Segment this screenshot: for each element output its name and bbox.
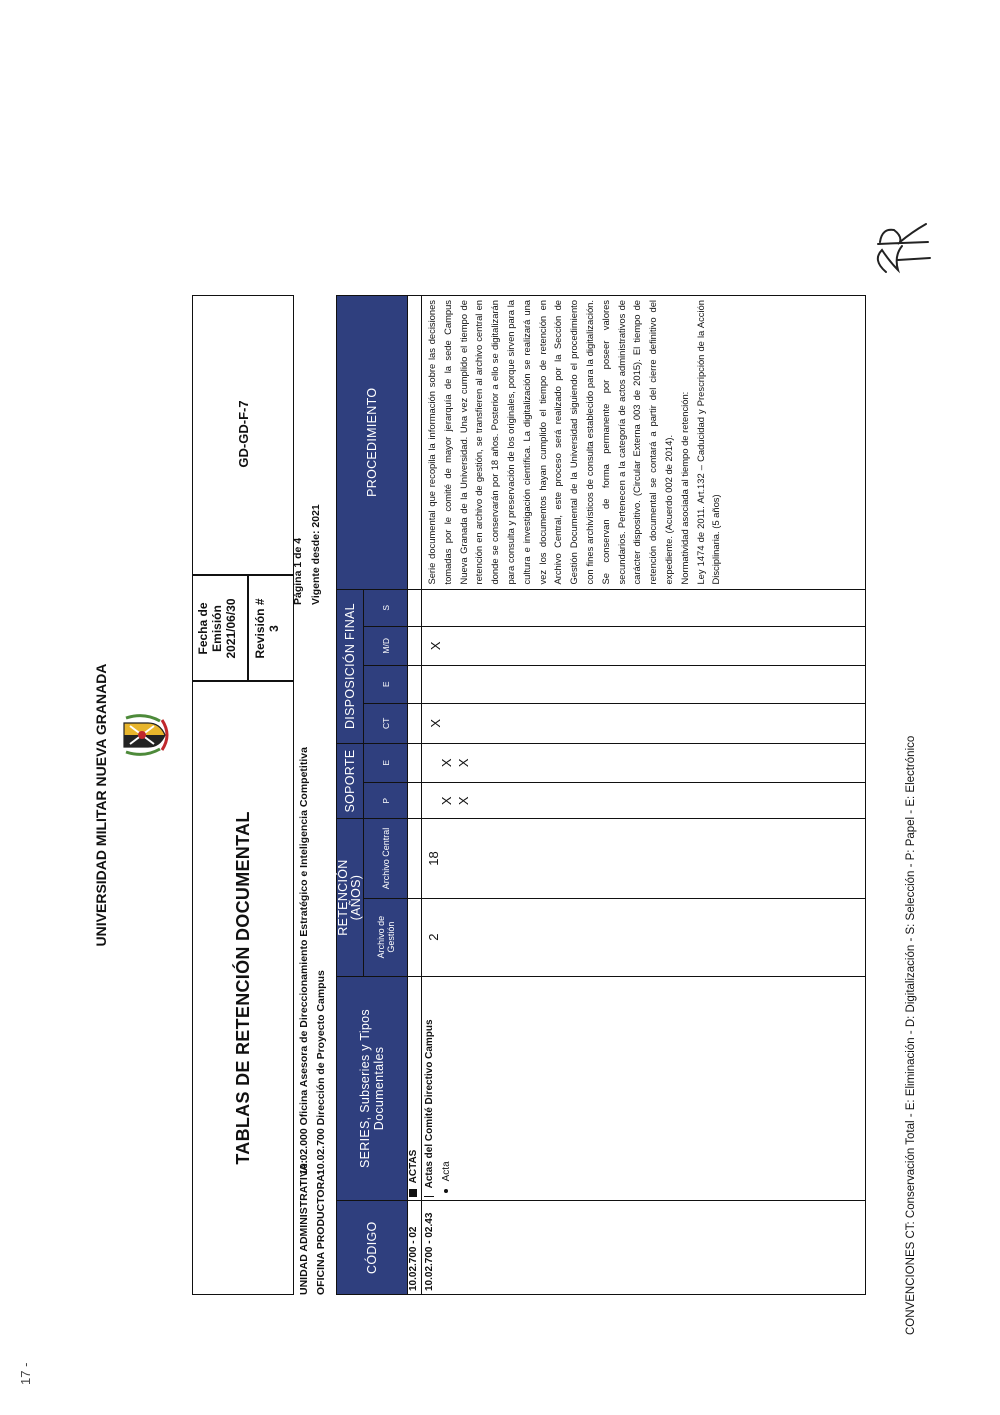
document-header — [192, 295, 294, 1295]
university-name: UNIVERSIDAD MILITAR NUEVA GRANADA — [93, 663, 109, 947]
signature-icon — [868, 220, 938, 280]
unidad-administrativa: UNIDAD ADMINISTRATIVA:10.02.000 Oficina Asesora de Direccionamiento Estratégico e Inteligencia Competitiva — [298, 747, 310, 1295]
header-procedimiento: PROCEDIMIENTO — [337, 296, 408, 590]
header-p: P — [364, 783, 408, 819]
retention-table — [336, 295, 866, 1295]
header-ct: CT — [364, 704, 408, 744]
row-code: 10.02.700 - 02 — [408, 1201, 422, 1295]
header-series: SERIES, Subseries y Tipos Documentales — [337, 976, 408, 1201]
header-archivo-gestion: Archivo de Gestión — [364, 898, 408, 976]
header-s: S — [364, 589, 408, 626]
procedimiento-text: Serie documental que recopila la información sobre las decisiones tomadas por le comité de mayor jerarquía de la sede Campus Nueva Granada de la Universidad. Una vez cumplido el tiempo de retención en archivo de gestión, se transfieren al archivo central en donde se conservarán por 18 años. Posterior a ello se digitalizarán para consulta y preservación de los originales, porque sirven para la cultura e investigación científica. La digitalización se realizará una vez los documentos hayan cumplido el tiempo de retención en Archivo Central, este proceso será realizado por la Sección de Gestión Documental de la Universidad siguiendo el procedimiento con fines archivísticos de consulta establecido para la digitalización. Se conservan de forma permanente por poseer valores secundarios. Pertenecen a la categoría de actos administrativos de carácter dispositivo. (Circular Externa 003 de 2015). El tiempo de retención documental se contará a partir del cierre definitivo del expediente. (Acuerdo 002 de 2014). Normatividad asociada al tiempo de retención: Ley 1474 de 2011. Art.132 – Caducidad y Prescripción de la Acción Disciplinaria. (5 años) — [422, 296, 866, 590]
row-code: 10.02.700 - 02.43 — [422, 1201, 866, 1295]
table-row — [408, 296, 422, 1295]
corner-marks: 17 - — [18, 1362, 33, 1385]
table-row — [422, 296, 866, 1295]
fecha-emision: Fecha de Emisión 2021/06/30 — [196, 598, 238, 659]
page-number: Página 1 de 4 — [292, 537, 304, 605]
row-subserie: Actas del Comité Directivo Campus Acta — [422, 976, 866, 1201]
header-disposicion: DISPOSICIÓN FINAL — [337, 589, 364, 743]
revision: Revisión # 3 — [253, 598, 281, 659]
header-codigo: CÓDIGO — [337, 1201, 408, 1295]
document-code: GD-GD-F-7 — [235, 400, 251, 468]
row-serie: ACTAS — [408, 976, 422, 1201]
document-title: TABLAS DE RETENCIÓN DOCUMENTAL — [232, 811, 253, 1165]
header-md: M/D — [364, 627, 408, 666]
document-page — [0, 300, 1000, 1415]
conventions-legend: CONVENCIONES CT: Conservación Total - E: Eliminación - D: Digitalización - S: Selección - P: Papel - E: Electrónico — [905, 735, 917, 1335]
soporte-p: X X — [422, 783, 866, 819]
header-archivo-central: Archivo Central — [364, 819, 408, 898]
soporte-e: X X — [422, 743, 866, 783]
header-e: E — [364, 743, 408, 783]
header-soporte: SOPORTE — [337, 743, 364, 819]
header-e2: E — [364, 665, 408, 704]
university-seal-icon — [118, 712, 170, 758]
disposicion-ct: X — [422, 704, 866, 744]
oficina-productora: OFICINA PRODUCTORA:10.02.700 Dirección de Proyecto Campus — [315, 970, 327, 1295]
vigente-desde: Vigente desde: 2021 — [310, 504, 322, 605]
retencion-gestion: 2 — [422, 898, 866, 976]
header-retencion: RETENCIÓN (AÑOS) — [337, 819, 364, 976]
disposicion-md: X — [422, 627, 866, 666]
retencion-central: 18 — [422, 819, 866, 898]
